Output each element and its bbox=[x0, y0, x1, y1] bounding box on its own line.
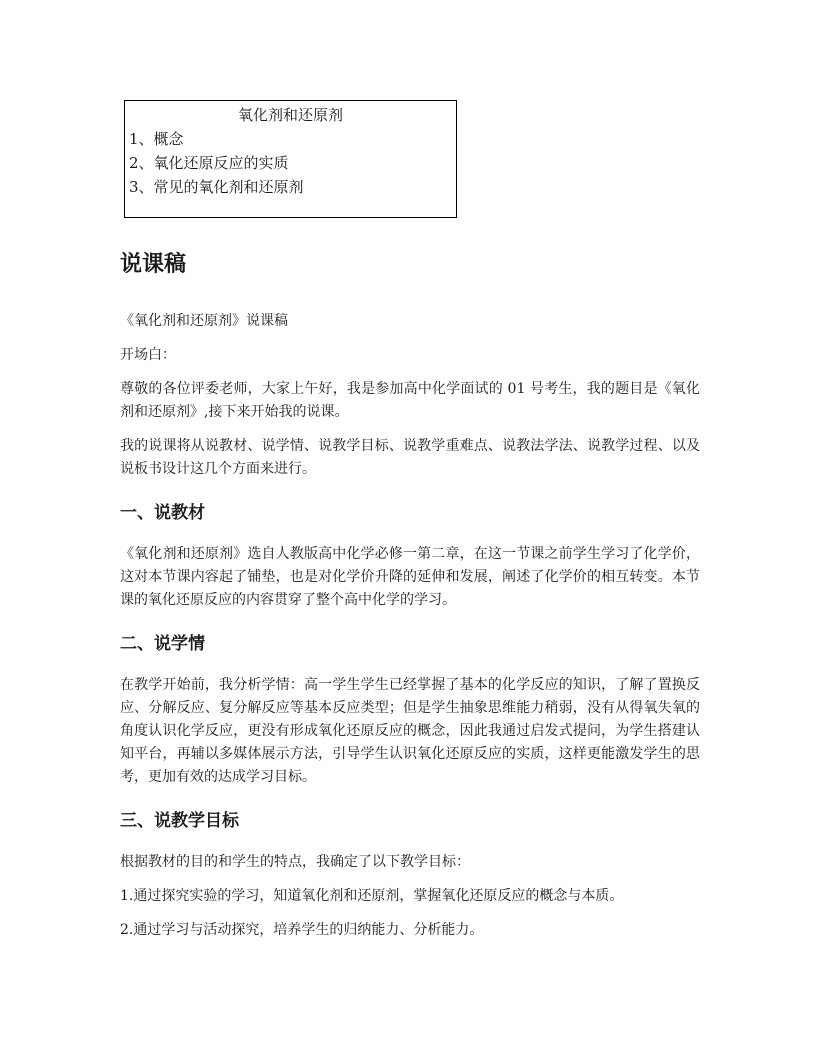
opening-label: 开场白： bbox=[120, 347, 176, 363]
section-heading-textbook: 一、说教材 bbox=[120, 503, 205, 523]
board-item: 2、氧化还原反应的实质 bbox=[129, 154, 289, 172]
board-title: 氧化剂和还原剂 bbox=[237, 106, 343, 124]
board-item: 3、常见的氧化剂和还原剂 bbox=[129, 178, 304, 196]
objective-item: 1.通过探究实验的学习，知道氧化剂和还原剂，掌握氧化还原反应的概念与本质。 bbox=[120, 888, 624, 904]
board-design-box bbox=[124, 100, 457, 218]
board-list bbox=[125, 127, 456, 199]
objective-item: 2.通过学习与活动探究，培养学生的归纳能力、分析能力。 bbox=[120, 922, 484, 938]
board-item: 1、概念 bbox=[129, 130, 184, 148]
intro-paragraph: 尊敬的各位评委老师，大家上午好，我是参加高中化学面试的 01 号考生，我的题目是《氧化剂和还原剂》,接下来开始我的说课。 bbox=[120, 381, 700, 420]
section-paragraph: 在教学开始前，我分析学情：高一学生学生已经掌握了基本的化学反应的知识，了解了置换反应、分解反应、复分解反应等基本反应类型；但是学生抽象思维能力稍弱，没有从得氧失氧的角度认识化学反应，更没有形成氧化还原反应的概念，因此我通过启发式提问，为学生搭建认知平台，再辅以多媒体展示方法，引导学生认识氧化还原反应的实质，这样更能激发学生的思考，更加有效的达成学习目标。 bbox=[120, 677, 700, 785]
section-heading-students: 二、说学情 bbox=[120, 634, 205, 654]
document-subtitle: 《氧化剂和还原剂》说课稿 bbox=[120, 313, 288, 329]
document-title: 说课稿 bbox=[120, 252, 187, 277]
document-content bbox=[120, 250, 700, 953]
section-heading-objectives: 三、说教学目标 bbox=[120, 811, 239, 831]
section-paragraph: 《氧化剂和还原剂》选自人教版高中化学必修一第二章，在这一节课之前学生学习了化学价，这对本节课内容起了铺垫，也是对化学价升降的延伸和发展，阐述了化学价的相互转变。本节课的氧化还原反应的内容贯穿了整个高中化学的学习。 bbox=[120, 546, 700, 608]
section-paragraph: 根据教材的目的和学生的特点，我确定了以下教学目标： bbox=[120, 854, 470, 870]
intro-paragraph: 我的说课将从说教材、说学情、说教学目标、说教学重难点、说教法学法、说教学过程、以及说板书设计这几个方面来进行。 bbox=[120, 438, 700, 477]
